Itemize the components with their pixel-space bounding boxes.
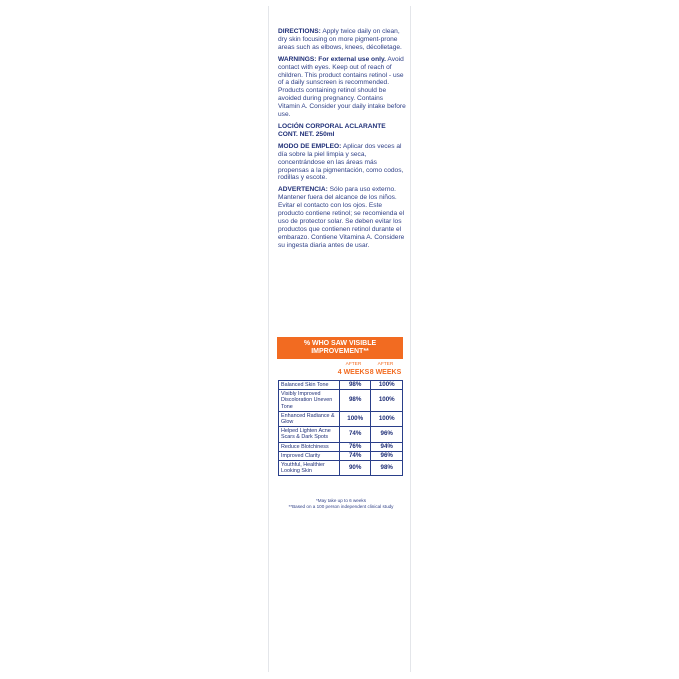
value-8-weeks: 100%: [371, 381, 403, 390]
advertencia-heading: ADVERTENCIA:: [278, 186, 328, 194]
row-label: Enhanced Radiance & Glow: [279, 411, 340, 426]
column-weeks-label: 8 WEEKS: [369, 369, 402, 376]
table-row: [279, 381, 403, 390]
value-8-weeks: 96%: [371, 427, 403, 442]
table-row: [279, 427, 403, 442]
value-8-weeks: 100%: [371, 411, 403, 426]
footnote-1: *May take up to 6 weeks: [315, 498, 367, 503]
table-row: [279, 442, 403, 451]
modo-de-empleo-paragraph: [278, 143, 406, 183]
spanish-title-block: [278, 123, 406, 139]
value-8-weeks: 98%: [371, 461, 403, 476]
directions-heading: DIRECTIONS:: [278, 28, 321, 35]
results-header: % WHO SAW VISIBLE IMPROVEMENT**: [277, 337, 403, 359]
column-after-label: AFTER: [345, 362, 362, 367]
modo-de-empleo-heading: MODO DE EMPLEO:: [278, 142, 342, 150]
value-4-weeks: 90%: [339, 461, 371, 476]
warnings-paragraph: [278, 56, 406, 119]
warnings-heading: WARNINGS: For external use only.: [278, 55, 386, 63]
value-4-weeks: 98%: [339, 381, 371, 390]
column-weeks-label: 4 WEEKS: [337, 369, 370, 376]
value-4-weeks: 76%: [339, 442, 371, 451]
advertencia-paragraph: [278, 186, 406, 249]
table-row: [279, 411, 403, 426]
results-table-body: [279, 381, 403, 476]
row-label: Youthful, Healthier Looking Skin: [279, 461, 340, 476]
row-label: Helped Lighten Acne Scars & Dark Spots: [279, 427, 340, 442]
column-head-8-weeks: [369, 362, 402, 377]
label-text-block: [278, 28, 406, 254]
warnings-body: Avoid contact with eyes. Keep out of reach of children. This product contains retinol - use of a daily sunscreen is recommended. Products containing retinol should be avoided during pregnancy. Contains Vitamin A. Consider your daily intake before use.: [278, 55, 406, 119]
advertencia-body: Sólo para uso externo. Mantener fuera del alcance de los niños. Evitar el contacto con los ojos. Este producto contiene retinol; se recomienda el uso de protector solar. Se deben evitar los productos que contienen retinol durante el embarazo. Contiene Vitamina A. Considere su ingesta diaria antes de usar.: [278, 186, 405, 249]
spanish-title: LOCIÓN CORPORAL ACLARANTE: [278, 122, 386, 130]
table-row: [279, 390, 403, 412]
net-contents: CONT. NET. 250ml: [278, 130, 335, 138]
row-label: Balanced Skin Tone: [279, 381, 340, 390]
value-4-weeks: 98%: [339, 390, 371, 412]
column-head-4-weeks: [337, 362, 370, 377]
row-label: Improved Clarity: [279, 451, 340, 460]
table-row: [279, 461, 403, 476]
value-8-weeks: 96%: [371, 451, 403, 460]
results-table: [278, 380, 403, 476]
column-after-label: AFTER: [377, 362, 394, 367]
value-4-weeks: 100%: [339, 411, 371, 426]
directions-body: Apply twice daily on clean, dry skin focusing on more pigment-prone areas such as elbows, knees, décolletage.: [278, 28, 402, 51]
table-row: [279, 451, 403, 460]
modo-de-empleo-body: Aplicar dos veces al día sobre la piel limpia y seca, concentrándose en las áreas más propensas a la pigmentación, como codos, rodillas y escote.: [278, 142, 404, 182]
product-label-panel: [268, 6, 411, 672]
footnotes: [275, 498, 407, 510]
value-4-weeks: 74%: [339, 427, 371, 442]
value-4-weeks: 74%: [339, 451, 371, 460]
footnote-2: **Based on a 100 person independent clinical study: [288, 504, 394, 509]
value-8-weeks: 94%: [371, 442, 403, 451]
row-label: Visibly Improved Discoloration Uneven Tone: [279, 390, 340, 412]
value-8-weeks: 100%: [371, 390, 403, 412]
directions-paragraph: [278, 28, 406, 52]
row-label: Reduce Blotchiness: [279, 442, 340, 451]
